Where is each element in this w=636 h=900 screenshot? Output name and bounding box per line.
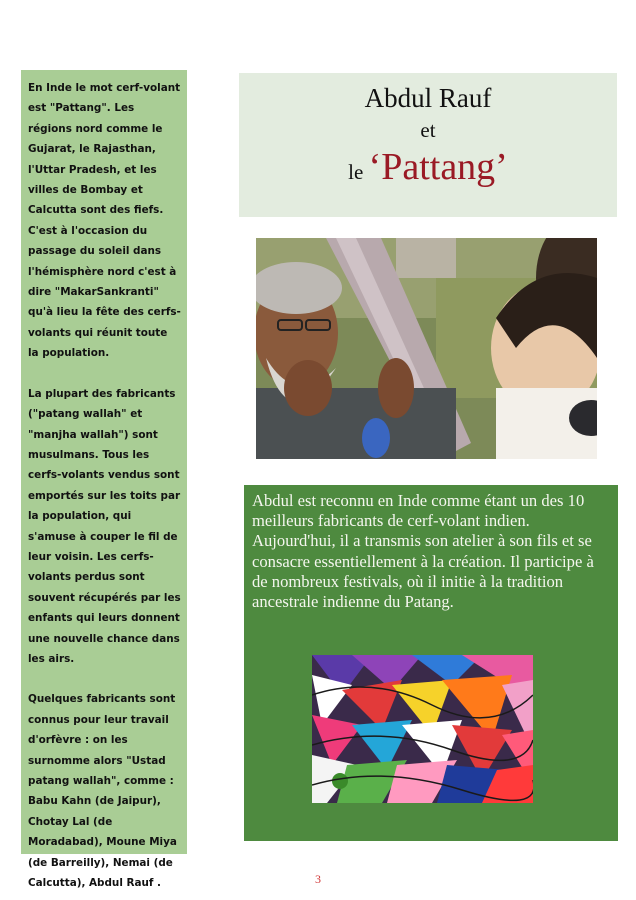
title-article: le	[348, 160, 364, 184]
title-conjunction: et	[420, 118, 436, 142]
portrait-photo-illustration	[256, 238, 597, 459]
kites-photo-illustration	[312, 655, 533, 803]
title-name: Abdul Rauf	[364, 83, 492, 113]
sidebar-paragraph-intro: En Inde le mot cerf-volant est "Pattang". Les régions nord comme le Gujarat, le Rajasthan, l'Uttar Pradesh, et les villes de Bombay et Calcutta sont des fiefs. C'est à l'occasion du passage du soleil dans l'hémisphère nord c'est à dire "MakarSankranti" qu'à lieu la fête des cerfs-volants qui réunit toute la population.	[28, 82, 181, 360]
biography-text: Abdul est reconnu en Inde comme étant un des 10 meilleurs fabricants de cerf-volant indien. Aujourd'hui, il a transmis son atelier à son fils et se consacre essentiellement à la création. Il participe à de nombreux festivals, où il initie à la tradition ancestrale indienne du Patang.	[252, 491, 594, 612]
biography-box	[244, 485, 618, 841]
title-pattang: ‘Pattang’	[368, 146, 508, 188]
kites-photo	[312, 655, 533, 803]
sidebar-panel	[21, 70, 187, 890]
sidebar-paragraph-masters: Quelques fabricants sont connus pour leur travail d'orfèvre : on les surnomme alors "Ustad patang wallah", comme : Babu Kahn (de Jaipur), Chotay Lal (de Moradabad), Moune Miya (de Barreilly), Nemai (de Calcutta), Abdul Rauf .	[28, 693, 177, 890]
page-number: 3	[315, 872, 321, 886]
sidebar-paragraph-makers: La plupart des fabricants ("patang wallah" et "manjha wallah") sont musulmans. Tous les cerfs-volants vendus sont emportés sur les toits par la population, qui s'amuse à couper le fil de leur voisin. Les cerfs-volants perdus sont souvent récupérés par les enfants qui leurs donnent une nouvelle chance dans les airs.	[28, 387, 181, 665]
portrait-photo	[256, 238, 597, 459]
title-subject	[239, 145, 617, 189]
title-box	[239, 73, 617, 217]
